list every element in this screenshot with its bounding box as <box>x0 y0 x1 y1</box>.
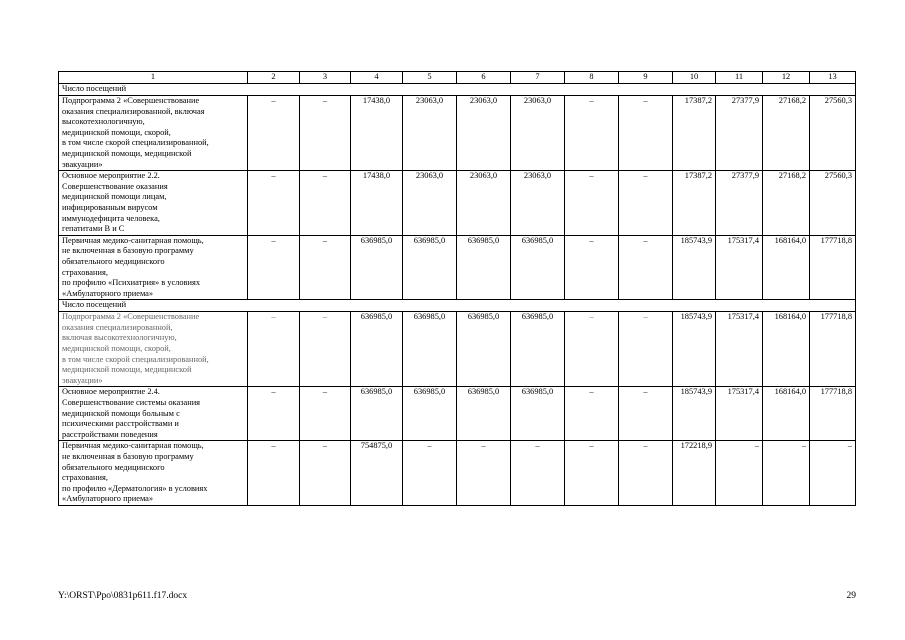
column-number-cell: 2 <box>248 72 300 84</box>
table-row <box>59 235 856 300</box>
value-cell: – <box>619 312 673 387</box>
column-number-cell: 10 <box>673 72 716 84</box>
value-cell: 636985,0 <box>511 235 565 300</box>
row-label: Первичная медико-санитарная помощь, не включенная в базовую программу обязательного медицинского страхования, по профилю «Психиатрия» в условиях «Амбулаторного приема» <box>59 235 248 300</box>
value-cell: 185743,9 <box>673 387 716 441</box>
value-cell: 177718,8 <box>810 235 856 300</box>
section-row <box>59 84 856 96</box>
value-cell: 636985,0 <box>403 387 457 441</box>
value-cell: 636985,0 <box>457 235 511 300</box>
row-label: Подпрограмма 2 «Совершенствование оказания специализированной, включая высокотехнологичную, медицинской помощи, скорой, в том числе скорой специализированной, медицинской помощи, медицинской эвакуации» <box>59 312 248 387</box>
value-cell: 23063,0 <box>511 96 565 171</box>
section-title: Число посещений <box>59 84 856 96</box>
value-cell: 636985,0 <box>403 312 457 387</box>
value-cell: 636985,0 <box>351 387 403 441</box>
value-cell: 172218,9 <box>673 441 716 506</box>
value-cell: – <box>300 235 351 300</box>
value-cell: – <box>248 96 300 171</box>
value-cell: 754875,0 <box>351 441 403 506</box>
value-cell: 175317,4 <box>716 387 763 441</box>
row-label: Основное мероприятие 2.4. Совершенствование системы оказания медицинской помощи больным с психическими расстройствами и расстройствами поведения <box>59 387 248 441</box>
table-row <box>59 171 856 236</box>
header-row <box>59 72 856 84</box>
value-cell: 27377,9 <box>716 171 763 236</box>
table-row <box>59 441 856 506</box>
value-cell: – <box>248 387 300 441</box>
value-cell: – <box>457 441 511 506</box>
value-cell: – <box>565 96 619 171</box>
value-cell: 23063,0 <box>403 96 457 171</box>
value-cell: – <box>565 171 619 236</box>
value-cell: – <box>716 441 763 506</box>
value-cell: 27168,2 <box>763 171 810 236</box>
value-cell: 177718,8 <box>810 312 856 387</box>
table-row <box>59 312 856 387</box>
value-cell: – <box>810 441 856 506</box>
value-cell: – <box>619 387 673 441</box>
page-number: 29 <box>846 591 856 601</box>
value-cell: – <box>565 387 619 441</box>
row-label: Основное мероприятие 2.2. Совершенствование оказания медицинской помощи лицам, инфицированным вирусом иммунодефицита человека, гепатитами В и С <box>59 171 248 236</box>
value-cell: 27560,3 <box>810 96 856 171</box>
column-number-cell: 5 <box>403 72 457 84</box>
column-number-cell: 12 <box>763 72 810 84</box>
value-cell: 17438,0 <box>351 96 403 171</box>
row-label: Подпрограмма 2 «Совершенствование оказания специализированной, включая высокотехнологичную, медицинской помощи, скорой, в том числе скорой специализированной, медицинской помощи, медицинской эвакуации» <box>59 96 248 171</box>
value-cell: – <box>565 235 619 300</box>
value-cell: 17387,2 <box>673 171 716 236</box>
value-cell: 185743,9 <box>673 235 716 300</box>
column-number-cell: 4 <box>351 72 403 84</box>
value-cell: 185743,9 <box>673 312 716 387</box>
value-cell: – <box>300 441 351 506</box>
data-table <box>58 71 856 506</box>
value-cell: – <box>300 171 351 236</box>
value-cell: 27560,3 <box>810 171 856 236</box>
value-cell: – <box>619 441 673 506</box>
column-number-cell: 7 <box>511 72 565 84</box>
value-cell: – <box>300 96 351 171</box>
value-cell: – <box>619 171 673 236</box>
value-cell: 636985,0 <box>457 387 511 441</box>
value-cell: – <box>619 96 673 171</box>
column-number-cell: 1 <box>59 72 248 84</box>
value-cell: – <box>403 441 457 506</box>
value-cell: 23063,0 <box>511 171 565 236</box>
value-cell: 27168,2 <box>763 96 810 171</box>
column-number-cell: 13 <box>810 72 856 84</box>
footer-file-path: Y:\ORST\Ppo\0831p611.f17.docx <box>58 591 188 601</box>
value-cell: 636985,0 <box>511 387 565 441</box>
table-row <box>59 387 856 441</box>
column-number-cell: 6 <box>457 72 511 84</box>
value-cell: 636985,0 <box>351 235 403 300</box>
value-cell: 23063,0 <box>403 171 457 236</box>
value-cell: – <box>248 235 300 300</box>
value-cell: – <box>300 387 351 441</box>
column-number-cell: 11 <box>716 72 763 84</box>
value-cell: – <box>248 171 300 236</box>
value-cell: 175317,4 <box>716 235 763 300</box>
value-cell: – <box>248 441 300 506</box>
value-cell: – <box>763 441 810 506</box>
value-cell: 168164,0 <box>763 235 810 300</box>
value-cell: 175317,4 <box>716 312 763 387</box>
value-cell: – <box>300 312 351 387</box>
value-cell: – <box>565 441 619 506</box>
value-cell: 177718,8 <box>810 387 856 441</box>
column-number-cell: 3 <box>300 72 351 84</box>
value-cell: – <box>619 235 673 300</box>
value-cell: 636985,0 <box>511 312 565 387</box>
value-cell: 17438,0 <box>351 171 403 236</box>
value-cell: 168164,0 <box>763 312 810 387</box>
column-number-cell: 8 <box>565 72 619 84</box>
value-cell: 23063,0 <box>457 171 511 236</box>
value-cell: 636985,0 <box>457 312 511 387</box>
column-number-cell: 9 <box>619 72 673 84</box>
value-cell: – <box>511 441 565 506</box>
value-cell: 636985,0 <box>403 235 457 300</box>
value-cell: – <box>565 312 619 387</box>
value-cell: 636985,0 <box>351 312 403 387</box>
section-row <box>59 300 856 312</box>
section-title: Число посещений <box>59 300 856 312</box>
value-cell: 17387,2 <box>673 96 716 171</box>
value-cell: 168164,0 <box>763 387 810 441</box>
row-label: Первичная медико-санитарная помощь, не включенная в базовую программу обязательного медицинского страхования, по профилю «Дерматология» в условиях «Амбулаторного приема» <box>59 441 248 506</box>
value-cell: – <box>248 312 300 387</box>
table-row <box>59 96 856 171</box>
value-cell: 23063,0 <box>457 96 511 171</box>
value-cell: 27377,9 <box>716 96 763 171</box>
